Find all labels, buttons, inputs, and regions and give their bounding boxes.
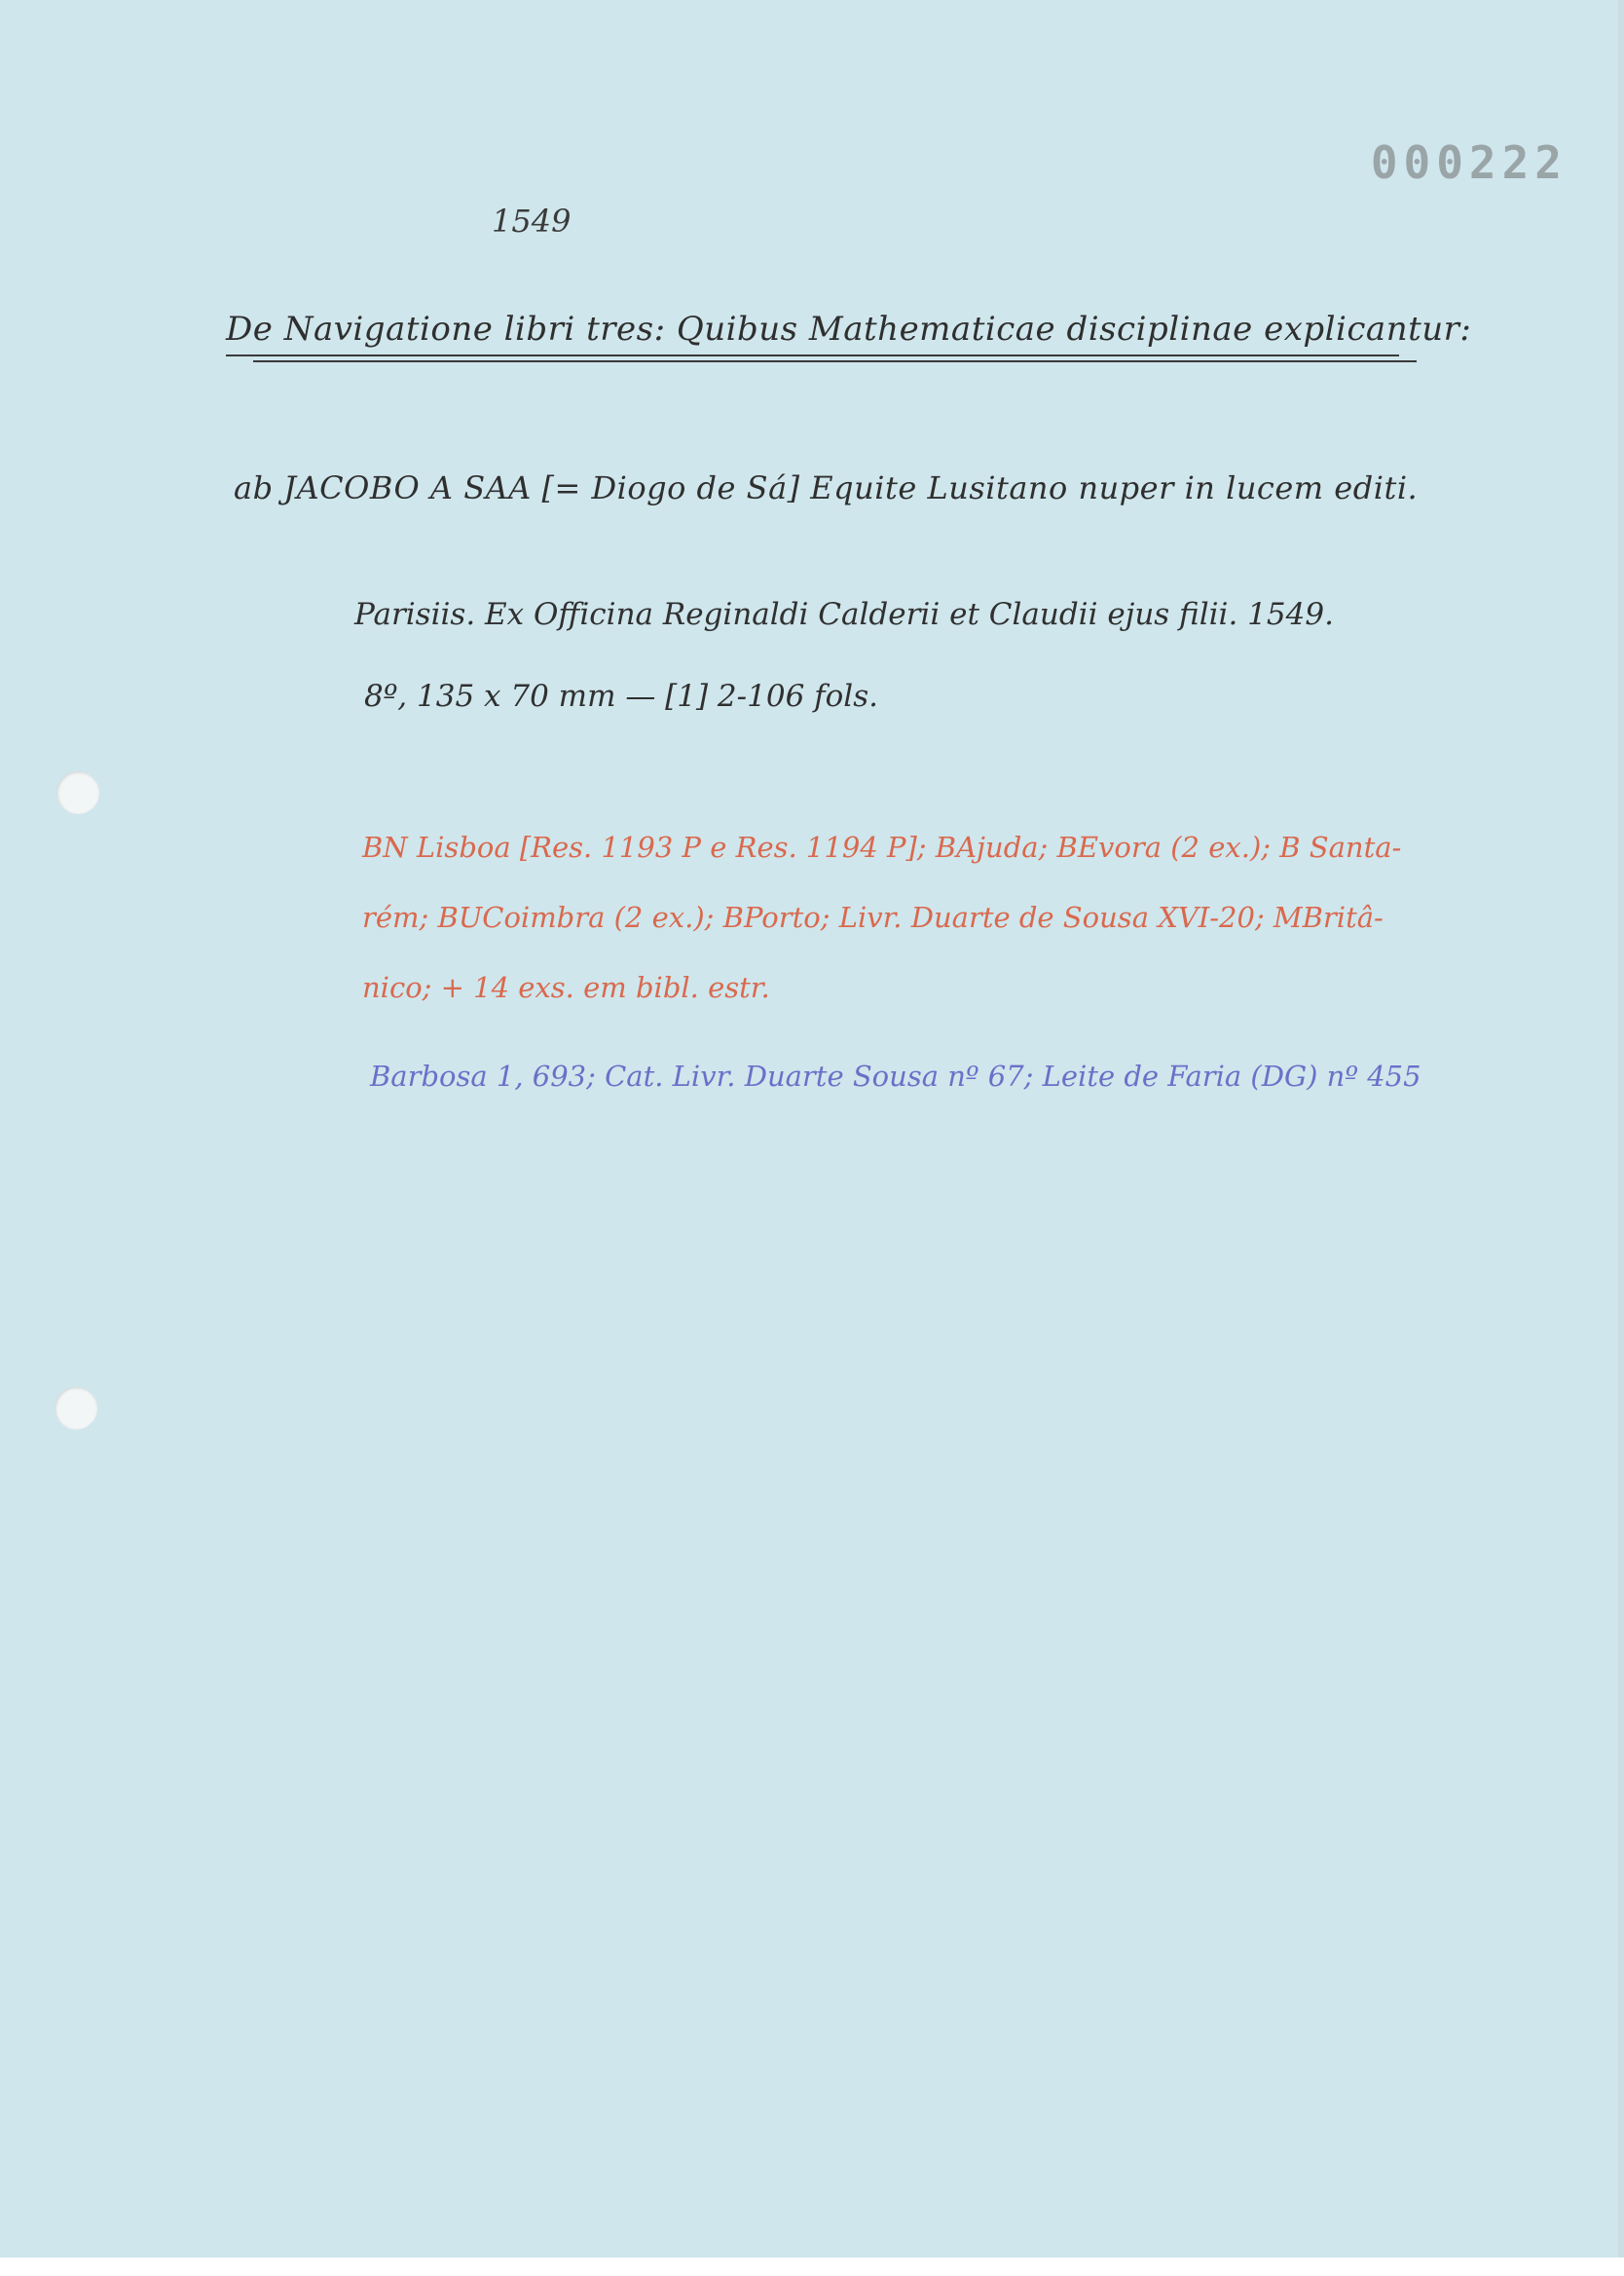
holdings-line: BN Lisboa [Res. 1193 P e Res. 1194 P]; BAjuda; BEvora (2 ex.); B Santa- xyxy=(362,831,1402,864)
book-title: De Navigatione libri tres: Quibus Mathematicae disciplinae explicantur: xyxy=(226,310,1472,349)
holdings-line: rém; BUCoimbra (2 ex.); BPorto; Livr. Duarte de Sousa XVI-20; MBritâ- xyxy=(362,901,1384,934)
title-block xyxy=(226,310,1472,362)
holdings-line: nico; + 14 exs. em bibl. estr. xyxy=(362,971,770,1004)
imprint-line: Parisiis. Ex Officina Reginaldi Calderii et Claudii ejus filii. 1549. xyxy=(354,597,1334,632)
format-line: 8º, 135 x 70 mm — [1] 2-106 fols. xyxy=(364,679,878,714)
page-margin xyxy=(0,2257,1624,2276)
punch-hole xyxy=(56,771,99,814)
title-underline xyxy=(253,360,1417,362)
author-line: ab JACOBO A SAA [= Diogo de Sá] Equite Lusitano nuper in lucem editi. xyxy=(234,469,1419,506)
record-number-stamp: 000222 xyxy=(1370,136,1568,189)
bibliographic-references: Barbosa 1, 693; Cat. Livr. Duarte Sousa nº 67; Leite de Faria (DG) nº 455 xyxy=(370,1060,1421,1093)
punch-hole xyxy=(55,1387,97,1430)
title-underline xyxy=(226,354,1399,356)
publication-year: 1549 xyxy=(492,203,572,240)
holdings-list xyxy=(362,812,1511,1023)
